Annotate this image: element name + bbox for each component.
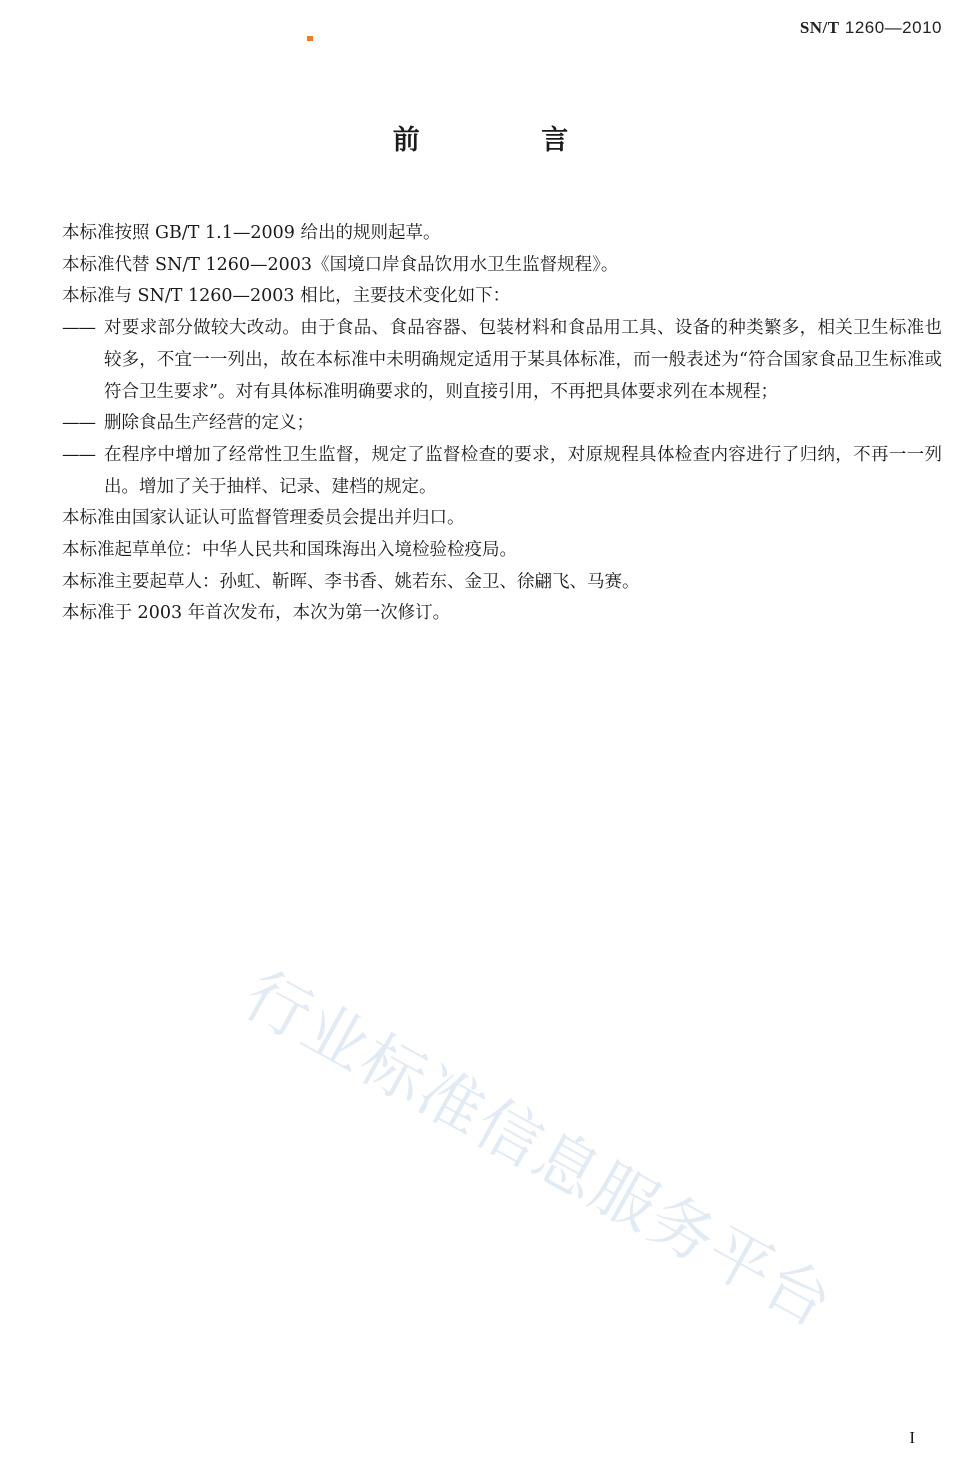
doc-prefix: SN/T: [799, 18, 840, 37]
document-code: [800, 18, 942, 38]
list-item-text: 对要求部分做较大改动。由于食品、食品容器、包装材料和食品用工具、设备的种类繁多，相关卫生标准也较多，不宜一一列出，故在本标准中未明确规定适用于某具体标准，而一般表述为“符合国家食品卫生标准或符合卫生要求”。对有具体标准明确要求的，则直接引用，不再把具体要求列在本规程；: [104, 318, 942, 402]
list-item-text: 在程序中增加了经常性卫生监督，规定了监督检查的要求，对原规程具体检查内容进行了归纳，不再一一列出。增加了关于抽样、记录、建档的规定。: [104, 444, 942, 497]
paragraph-changes-intro: 本标准与 SN/T 1260—2003 相比，主要技术变化如下：: [62, 286, 511, 307]
paragraph-replaces: 本标准代替 SN/T 1260—2003《国境口岸食品饮用水卫生监督规程》。: [62, 254, 619, 275]
dash-marker: ——: [62, 318, 95, 339]
list-item: [62, 313, 942, 408]
paragraph-drafters: 本标准主要起草人：孙虹、靳晖、李书香、姚若东、金卫、徐翩飞、马赛。: [62, 571, 640, 592]
list-item: [62, 408, 942, 440]
paragraph-release-history: 本标准于 2003 年首次发布，本次为第一次修订。: [62, 603, 451, 624]
paragraph-drafting-rules: 本标准按照 GB/T 1.1—2009 给出的规则起草。: [62, 223, 441, 243]
watermark-text: 行业标准信息服务平台: [231, 958, 845, 1343]
list-item-text: 删除食品生产经营的定义；: [104, 413, 314, 434]
page-number: I: [909, 1428, 915, 1447]
dash-marker: ——: [62, 413, 95, 434]
foreword-body: [62, 218, 942, 630]
list-item: [62, 440, 942, 503]
page-title: 前 言: [392, 125, 625, 156]
accent-mark: [307, 36, 313, 41]
dash-marker: ——: [62, 444, 95, 465]
paragraph-proposer: 本标准由国家认证认可监督管理委员会提出并归口。: [62, 508, 465, 529]
doc-number: 1260—2010: [844, 18, 942, 37]
paragraph-drafting-unit: 本标准起草单位：中华人民共和国珠海出入境检验检疫局。: [62, 540, 517, 561]
